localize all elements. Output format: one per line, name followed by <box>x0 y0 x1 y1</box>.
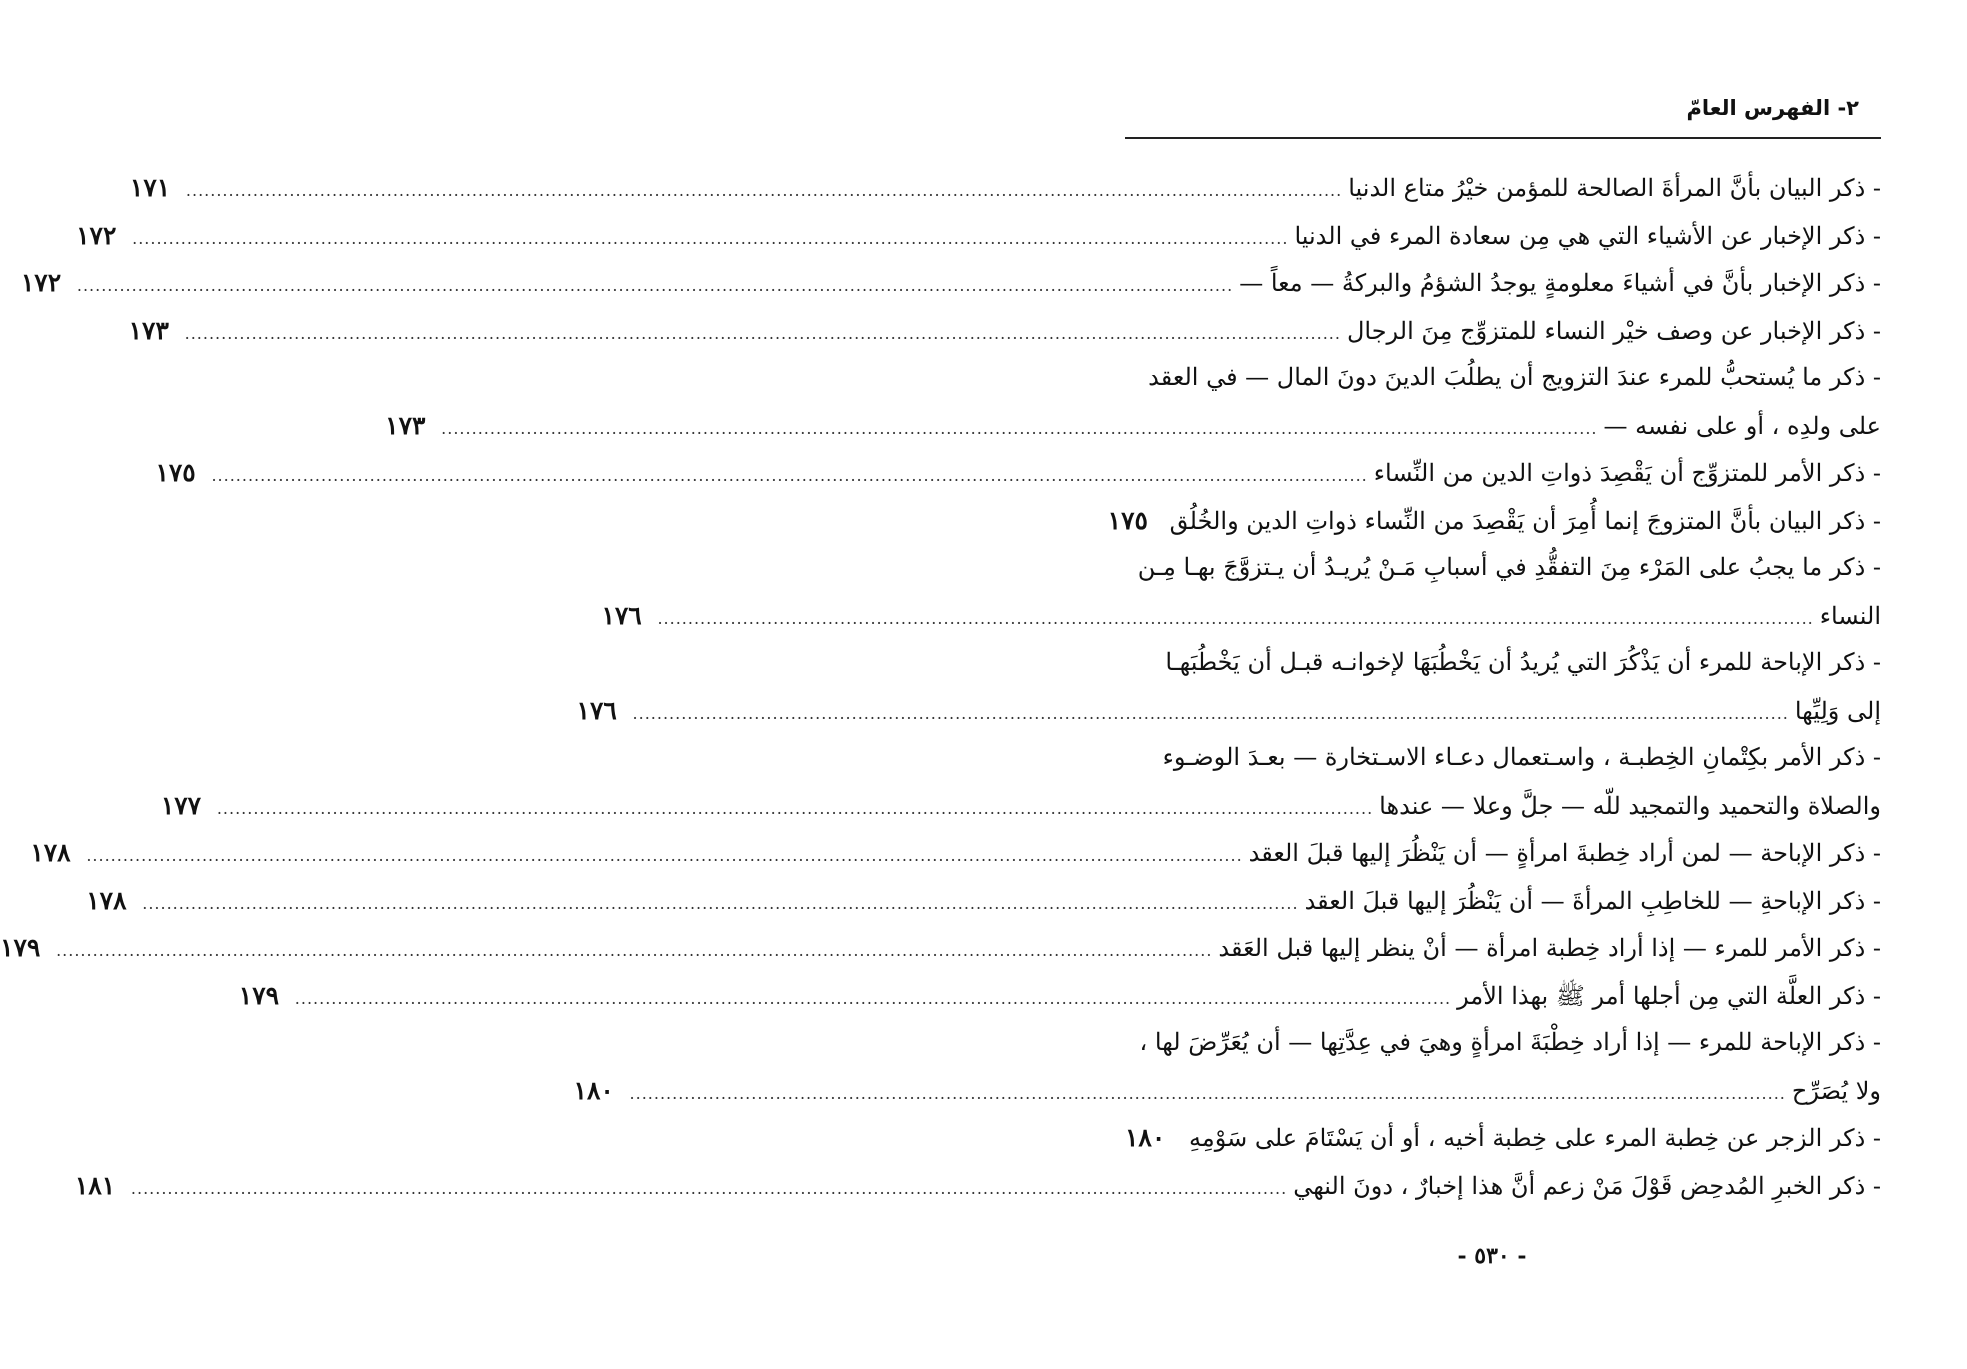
toc-entry-text: - ذكر الخبرِ المُدحِض قَوْلَ مَنْ زعم أنَّ هذا إخبارٌ ، دونَ النهي <box>1293 1171 1881 1200</box>
toc-entry <box>74 1162 1881 1210</box>
toc-entry <box>1107 497 1881 545</box>
toc-entry <box>129 164 1881 212</box>
toc-entry <box>573 1067 1881 1115</box>
toc-entry-page: ١٨٠ <box>1125 1123 1166 1152</box>
toc-entry-page: ١٧٣ <box>385 410 426 440</box>
toc-entry-page: ١٧٨ <box>86 885 127 915</box>
toc-entry <box>76 212 1881 260</box>
toc-entry-page: ١٧٩ <box>238 980 280 1010</box>
page-header-title: ٢- الفهرس العامّ <box>1686 96 1859 120</box>
toc-entry-text: - ذكر ما يُستحبُّ للمرء عندَ التزويج أن يطلُبَ الدينَ دونَ المال — في العقد <box>1148 363 1881 391</box>
toc-entry <box>1125 544 1881 592</box>
leader-dots <box>633 690 1789 738</box>
toc-entry-text: - ذكر الأمر للمتزوِّج أن يَقْصِدَ ذواتِ الدين من النِّساء <box>1373 459 1881 487</box>
toc-entry-page: ١٧٩ <box>0 933 41 962</box>
toc-entry-page: ١٧١ <box>129 173 171 202</box>
leader-dots <box>1181 1117 1183 1165</box>
toc-entry-text: - ذكر الزجر عن خِطبة المرء على خِطبة أخيه ، أو أن يَسْتَامَ على سَوْمِهِ <box>1189 1124 1881 1152</box>
leader-dots <box>630 1070 1786 1118</box>
toc-entry <box>238 972 1881 1020</box>
toc-entry-page: ١٨١ <box>74 1170 116 1200</box>
toc-entry-text: - ذكر الإباحة — لمن أراد خِطبةَ امرأةٍ — أن يَنْظُرَ إليها قبلَ العقد <box>1248 839 1881 867</box>
toc-entry <box>160 782 1881 830</box>
toc-entry <box>86 877 1881 925</box>
toc-entry <box>1125 1114 1881 1162</box>
toc-entry <box>0 924 1881 972</box>
toc-entry-text: - ذكر الإباحة للمرء — إذا أراد خِطْبَةَ امرأةٍ وهيَ في عِدَّتِها — أن يُعَرِّضَ لها ، <box>1139 1028 1881 1056</box>
toc-entry-page: ١٧٨ <box>30 838 71 867</box>
toc-entry-page: ١٧٦ <box>576 695 617 725</box>
toc-entry-page: ١٧٦ <box>601 600 642 630</box>
toc-entry-text: - ذكر الإخبار عن الأشياء التي هي مِن سعادة المرء في الدنيا <box>1294 221 1881 250</box>
header-divider <box>1125 137 1881 139</box>
toc-entry-page: ١٧٢ <box>20 268 62 297</box>
toc-entry <box>128 307 1881 355</box>
leader-dots <box>185 310 1341 358</box>
toc-entry-page: ١٧٥ <box>155 458 196 487</box>
page-number: - ٥٣٠ - <box>1457 1243 1527 1269</box>
toc-entry-text: - ذكر الإباحة للمرء أن يَذْكُرَ التي يُريدُ أن يَخْطُبَهَا لإخوانـه قبـل أن يَخْطُبَهـا <box>1165 648 1881 676</box>
leader-dots <box>186 167 1342 215</box>
toc-entry-page: ١٧٥ <box>1107 505 1148 535</box>
toc-entry-text: - ذكر الإخبار بأنَّ في أشياءَ معلومةٍ يوجدُ الشؤمُ والبركةُ — معاً — <box>1239 269 1881 297</box>
toc-entry <box>1125 639 1881 687</box>
toc-entry-text: والصلاة والتحميد والتمجيد للّه — جلَّ وعلا — عندها <box>1379 791 1881 820</box>
leader-dots <box>77 262 1233 310</box>
leader-dots <box>211 452 1367 500</box>
toc-entry-text: إلى وَلِيِّها <box>1794 696 1881 725</box>
toc-entry-text: ولا يُصَرِّح <box>1791 1076 1881 1105</box>
toc-entry <box>1125 354 1881 402</box>
leader-dots <box>131 1165 1287 1213</box>
leader-dots <box>657 595 1813 643</box>
toc-entry <box>385 402 1881 450</box>
toc-entry-text: على ولدِه ، أو على نفسه — <box>1603 411 1881 440</box>
toc-entry-text: - ذكر الإخبار عن وصف خيْر النساء للمتزوِّج مِنَ الرجال <box>1346 316 1881 345</box>
toc-entry-text: - ذكر الأمر للمرء — إذا أراد خِطبة امرأة — أنْ ينظر إليها قبل العَقد <box>1218 934 1881 962</box>
toc-entry-page: ١٧٢ <box>76 220 117 250</box>
toc-entry-text: - ذكر الأمر بكِتْمانِ الخِطبـة ، واسـتعمال دعـاء الاسـتخارة — بعـدَ الوضـوء <box>1162 743 1881 771</box>
toc-entry <box>30 829 1881 877</box>
toc-entry-text: - ذكر العلَّة التي مِن أجلها أمر ﷺ بهذا الأمر <box>1457 981 1881 1010</box>
toc-entry <box>601 592 1881 640</box>
toc-entry-text: - ذكر ما يجبُ على المَرْء مِنَ التفقُّدِ في أسبابِ مَـنْ يُريـدُ أن يـتزوَّجَ بهـا مِـن <box>1137 553 1881 581</box>
leader-dots <box>132 215 1288 263</box>
toc-entry <box>1125 734 1881 782</box>
toc-entry-page: ١٨٠ <box>573 1075 614 1105</box>
toc-entry-text: - ذكر البيان بأنَّ المرأةَ الصالحة للمؤمن خيْرُ متاع الدنيا <box>1348 174 1881 202</box>
toc-entry-text: النساء <box>1819 601 1881 630</box>
toc-entry <box>1125 1019 1881 1067</box>
toc-entry-page: ١٧٧ <box>160 790 202 820</box>
toc-entry-text: - ذكر البيان بأنَّ المتزوجَ إنما أُمِرَ أن يَقْصِدَ من النِّساء ذواتِ الدين والخُلُق <box>1169 506 1881 535</box>
toc-entry <box>20 259 1881 307</box>
leader-dots <box>86 832 1242 880</box>
leader-dots <box>441 405 1597 453</box>
toc-entry <box>155 449 1881 497</box>
leader-dots <box>142 880 1298 928</box>
toc-entry <box>576 687 1881 735</box>
table-of-contents <box>0 164 1881 1209</box>
leader-dots <box>217 785 1373 833</box>
toc-entry-page: ١٧٣ <box>128 315 169 345</box>
toc-entry-text: - ذكر الإباحةِ — للخاطِبِ المرأةَ — أن يَنْظُرَ إليها قبلَ العقد <box>1304 886 1881 915</box>
leader-dots <box>295 975 1451 1023</box>
leader-dots <box>56 927 1212 975</box>
